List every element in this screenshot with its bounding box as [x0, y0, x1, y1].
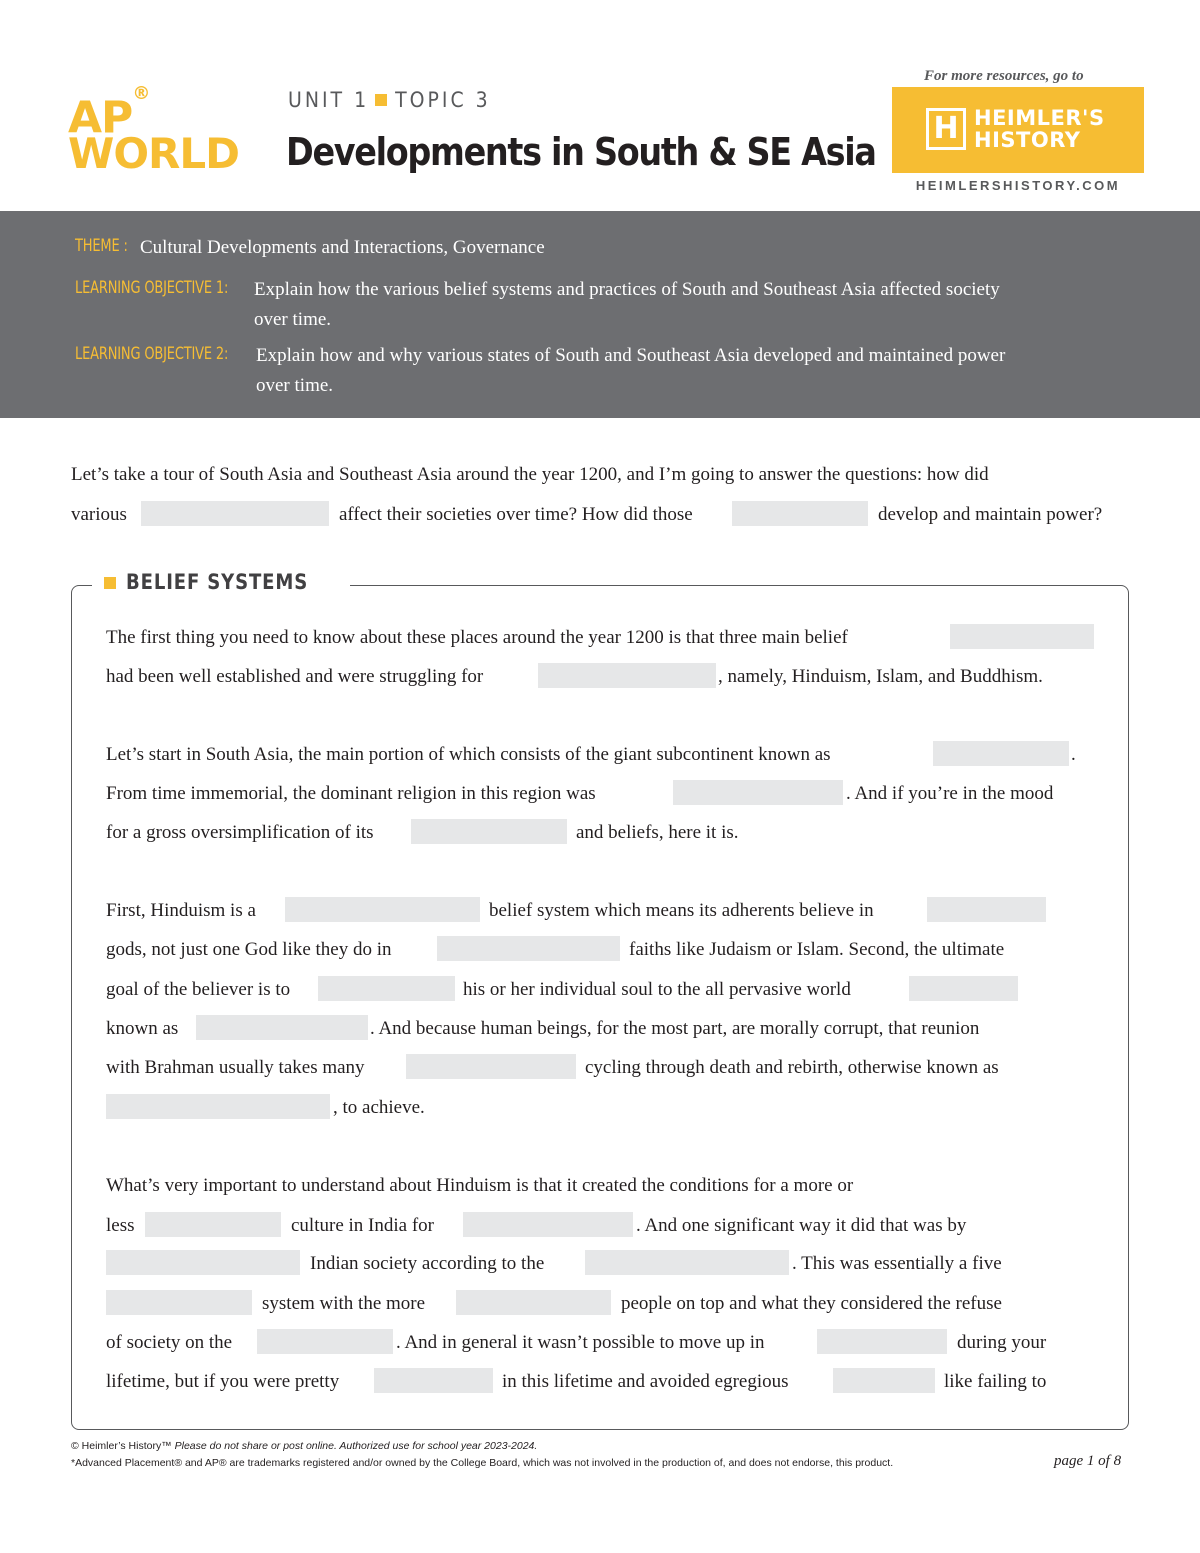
- objectives-band: [0, 211, 1200, 418]
- p4-line-6-a: lifetime, but if you were pretty: [106, 1371, 340, 1392]
- logo-world: WORLD: [68, 129, 239, 178]
- fill-blank-input[interactable]: [411, 819, 567, 844]
- unit-label: UNIT 1: [288, 88, 370, 112]
- h-logo-icon: H: [926, 108, 966, 150]
- square-bullet-icon: [104, 577, 116, 589]
- p4-line-1: What’s very important to understand about Hinduism is that it created the conditions for a more or: [106, 1175, 854, 1196]
- fill-blank-input[interactable]: [437, 936, 620, 961]
- p3-line-5-a: with Brahman usually takes many: [106, 1057, 365, 1078]
- p3-line-3-a: goal of the believer is to: [106, 979, 291, 1000]
- intro-line-2-c: develop and maintain power?: [878, 504, 1103, 525]
- p3-line-4-b: . And because human beings, for the most part, are morally corrupt, that reunion: [370, 1018, 980, 1039]
- fill-blank-input[interactable]: [406, 1054, 576, 1079]
- intro-line-1: Let’s take a tour of South Asia and Southeast Asia around the year 1200, and I’m going to answer the questions: how did: [71, 464, 989, 485]
- fill-blank-input[interactable]: [456, 1290, 611, 1315]
- fill-blank-input[interactable]: [285, 897, 480, 922]
- p3-line-1-a: First, Hinduism is a: [106, 900, 256, 921]
- lo1-text-line-2: over time.: [254, 309, 332, 330]
- fill-blank-input[interactable]: [538, 663, 716, 688]
- fill-blank-input[interactable]: [732, 501, 868, 526]
- p4-line-5-a: of society on the: [106, 1332, 233, 1353]
- copyright-text: © Heimler’s History™: [71, 1440, 172, 1452]
- fill-blank-input[interactable]: [950, 624, 1094, 649]
- p3-line-2-b: faiths like Judaism or Islam. Second, the ultimate: [629, 939, 1005, 960]
- p3-line-4-a: known as: [106, 1018, 179, 1039]
- fill-blank-input[interactable]: [909, 976, 1018, 1001]
- fill-blank-input[interactable]: [145, 1212, 281, 1237]
- page-number: page 1 of 8: [1054, 1453, 1122, 1469]
- fill-blank-input[interactable]: [257, 1329, 393, 1354]
- p2-line-2-b: . And if you’re in the mood: [846, 783, 1054, 804]
- unit-topic-line: [288, 88, 491, 112]
- heimlers-history-logo[interactable]: [892, 87, 1144, 173]
- p1-line-1: The first thing you need to know about these places around the year 1200 is that three main belief: [106, 627, 848, 648]
- p2-line-2-a: From time immemorial, the dominant religion in this region was: [106, 783, 596, 804]
- p3-line-5-b: cycling through death and rebirth, otherwise known as: [585, 1057, 999, 1078]
- theme-text: Cultural Developments and Interactions, Governance: [140, 237, 545, 258]
- p3-line-1-b: belief system which means its adherents believe in: [489, 900, 874, 921]
- p4-line-5-b: . And in general it wasn’t possible to move up in: [396, 1332, 765, 1353]
- page-title: Developments in South & SE Asia: [286, 130, 876, 174]
- lo2-text-line-1: Explain how and why various states of South and Southeast Asia developed and maintained power: [256, 345, 1006, 366]
- brand-name: [974, 107, 1105, 151]
- intro-line-2-a: various: [71, 504, 127, 525]
- fill-blank-input[interactable]: [933, 741, 1069, 766]
- fill-blank-input[interactable]: [106, 1094, 330, 1119]
- p4-line-6-b: in this lifetime and avoided egregious: [502, 1371, 789, 1392]
- brand-line-2: HISTORY: [974, 128, 1081, 152]
- p4-line-2-a: less: [106, 1215, 135, 1236]
- section-title: BELIEF SYSTEMS: [126, 570, 309, 594]
- p3-line-2-a: gods, not just one God like they do in: [106, 939, 392, 960]
- p1-line-2-b: , namely, Hinduism, Islam, and Buddhism.: [718, 666, 1043, 687]
- fill-blank-input[interactable]: [673, 780, 843, 805]
- p2-line-1-a: Let’s start in South Asia, the main portion of which consists of the giant subcontinent known as: [106, 744, 831, 765]
- fill-blank-input[interactable]: [106, 1290, 252, 1315]
- resources-text: For more resources, go to: [924, 68, 1084, 84]
- ap-world-logo: [68, 83, 273, 180]
- p2-line-1-b: .: [1071, 744, 1076, 765]
- p2-line-3-b: and beliefs, here it is.: [576, 822, 739, 843]
- fill-blank-input[interactable]: [817, 1329, 947, 1354]
- square-bullet-icon: [375, 94, 387, 106]
- p3-line-3-b: his or her individual soul to the all pervasive world: [463, 979, 851, 1000]
- p4-line-2-c: . And one significant way it did that was by: [636, 1215, 967, 1236]
- brand-line-1: HEIMLER'S: [974, 106, 1105, 130]
- p4-line-6-c: like failing to: [944, 1371, 1047, 1392]
- brand-url-link[interactable]: HEIMLERSHISTORY.COM: [915, 178, 1121, 193]
- lo1-label: LEARNING OBJECTIVE 1:: [75, 278, 229, 298]
- p4-line-5-c: during your: [957, 1332, 1047, 1353]
- p4-line-2-b: culture in India for: [291, 1215, 434, 1236]
- copyright-line: [71, 1440, 537, 1452]
- p1-line-2-a: had been well established and were struggling for: [106, 666, 484, 687]
- fill-blank-input[interactable]: [374, 1368, 493, 1393]
- fill-blank-input[interactable]: [196, 1015, 368, 1040]
- trademark-line: *Advanced Placement® and AP® are trademarks registered and/or owned by the College Board, which was not involved in the production of, and does not endorse, this product.: [71, 1457, 894, 1469]
- fill-blank-input[interactable]: [463, 1212, 633, 1237]
- theme-label: THEME :: [75, 236, 128, 256]
- fill-blank-input[interactable]: [833, 1368, 935, 1393]
- usage-notice: Please do not share or post online. Authorized use for school year 2023-2024.: [174, 1440, 538, 1452]
- p4-line-4-b: people on top and what they considered the refuse: [621, 1293, 1002, 1314]
- p4-line-3-a: Indian society according to the: [310, 1253, 545, 1274]
- intro-line-2-b: affect their societies over time? How did those: [339, 504, 693, 525]
- fill-blank-input[interactable]: [141, 501, 329, 526]
- fill-blank-input[interactable]: [106, 1250, 300, 1275]
- fill-blank-input[interactable]: [927, 897, 1046, 922]
- p2-line-3-a: for a gross oversimplification of its: [106, 822, 374, 843]
- fill-blank-input[interactable]: [318, 976, 455, 1001]
- lo1-text-line-1: Explain how the various belief systems and practices of South and Southeast Asia affected society: [254, 279, 1000, 300]
- logo-ap: AP®: [68, 83, 150, 144]
- section-heading: [92, 570, 350, 600]
- topic-label: TOPIC 3: [395, 88, 491, 112]
- lo2-text-line-2: over time.: [256, 375, 334, 396]
- p3-line-6: , to achieve.: [333, 1097, 425, 1118]
- p4-line-4-a: system with the more: [262, 1293, 426, 1314]
- fill-blank-input[interactable]: [585, 1250, 789, 1275]
- lo2-label: LEARNING OBJECTIVE 2:: [75, 344, 229, 364]
- p4-line-3-b: . This was essentially a five: [792, 1253, 1002, 1274]
